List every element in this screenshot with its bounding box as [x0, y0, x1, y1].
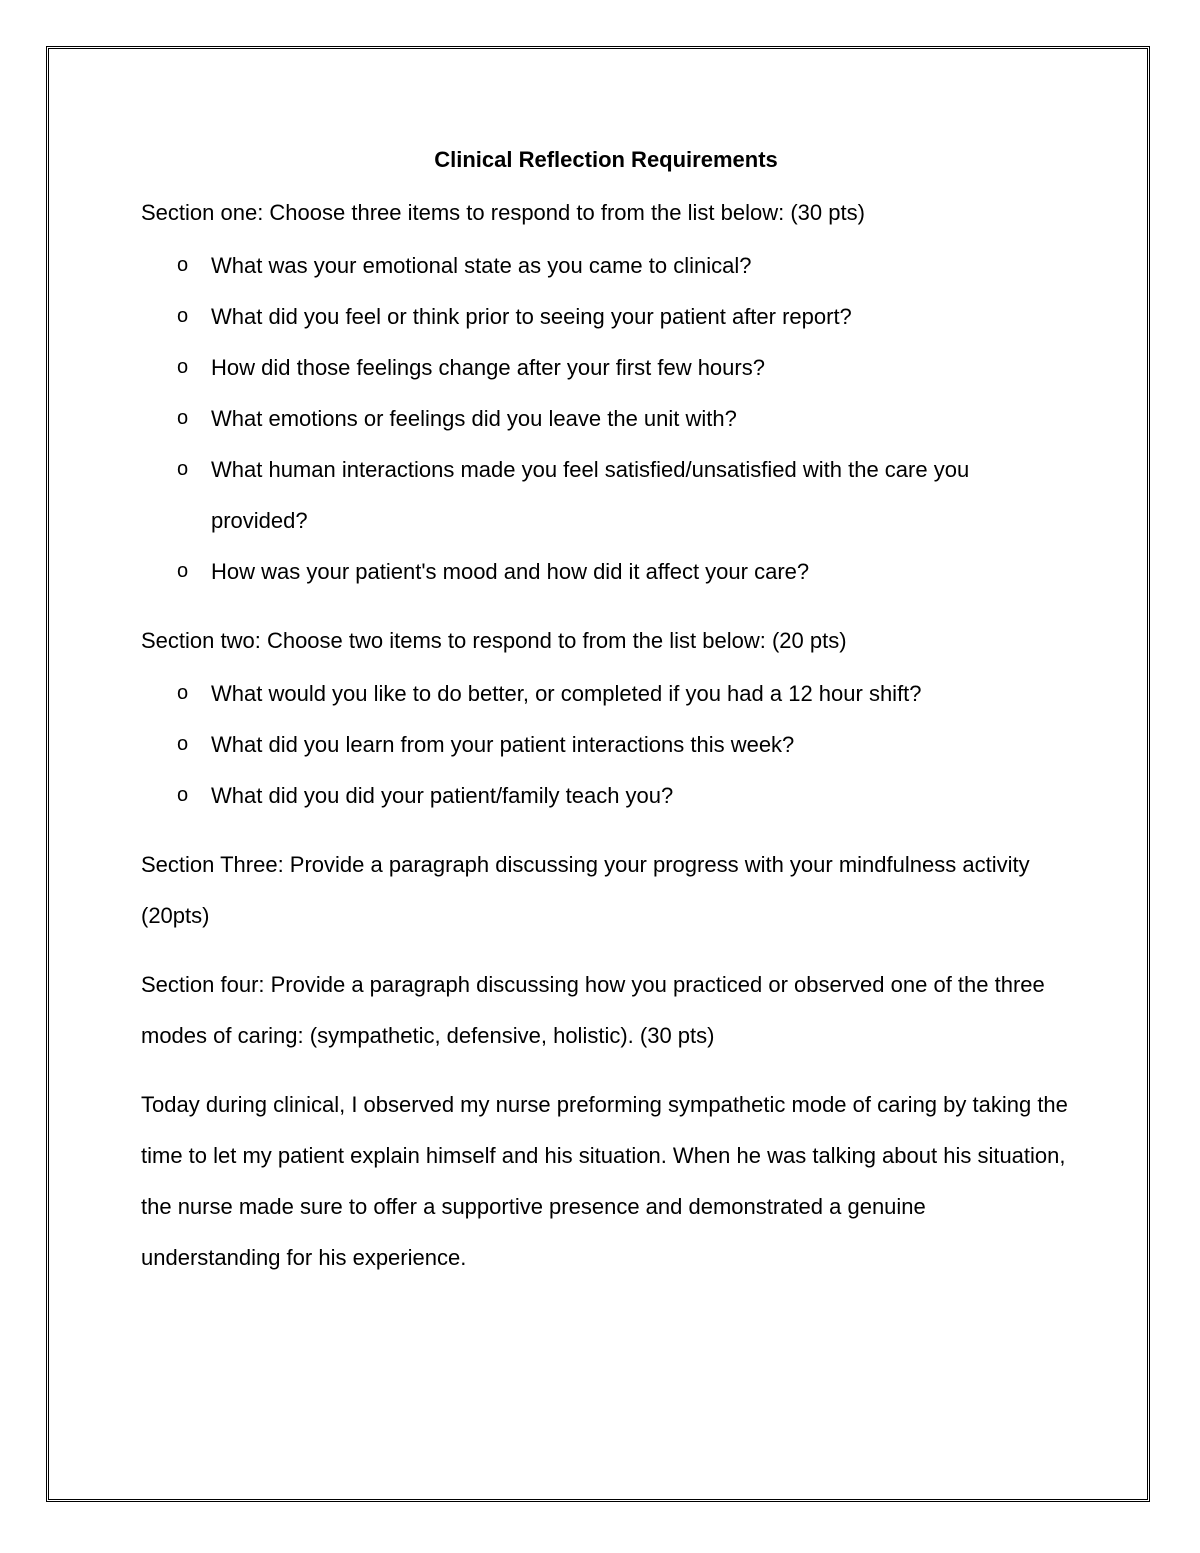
- list-item: o What emotions or feelings did you leave the unit with?: [141, 393, 1071, 444]
- bullet-icon: o: [177, 305, 189, 327]
- list-item: o What did you learn from your patient interactions this week?: [141, 719, 1071, 770]
- bullet-icon: o: [177, 733, 189, 755]
- section-four-text: Section four: Provide a paragraph discussing how you practiced or observed one of the three modes of caring: (sympathetic, defensive, holistic). (30 pts): [141, 972, 1045, 1048]
- list-item: o How did those feelings change after your first few hours?: [141, 342, 1071, 393]
- section-two-list: [141, 668, 1071, 821]
- section-three-text: Section Three: Provide a paragraph discussing your progress with your mindfulness activity (20pts): [141, 852, 1030, 928]
- bullet-icon: o: [177, 254, 189, 276]
- bullet-icon: o: [177, 356, 189, 378]
- section-one-heading: Section one: Choose three items to respond to from the list below: (30 pts): [141, 200, 865, 225]
- list-item: o What human interactions made you feel satisfied/unsatisfied with the care you provided?: [141, 444, 1071, 546]
- bullet-icon: o: [177, 458, 189, 480]
- document-body: [141, 140, 1071, 1283]
- list-item: o What was your emotional state as you came to clinical?: [141, 240, 1071, 291]
- document-title: Clinical Reflection Requirements: [434, 147, 778, 172]
- section-two-heading: Section two: Choose two items to respond to from the list below: (20 pts): [141, 628, 847, 653]
- list-item: o What did you feel or think prior to seeing your patient after report?: [141, 291, 1071, 342]
- bullet-icon: o: [177, 682, 189, 704]
- section-one-list: [141, 240, 1071, 597]
- response-paragraph: Today during clinical, I observed my nurse preforming sympathetic mode of caring by taking the time to let my patient explain himself and his situation. When he was talking about his situation, the nurse made sure to offer a supportive presence and demonstrated a genuine understanding for his experience.: [141, 1092, 1068, 1270]
- bullet-icon: o: [177, 560, 189, 582]
- list-item: o How was your patient's mood and how did it affect your care?: [141, 546, 1071, 597]
- bullet-icon: o: [177, 407, 189, 429]
- list-item: o What did you did your patient/family teach you?: [141, 770, 1071, 821]
- list-item: o What would you like to do better, or completed if you had a 12 hour shift?: [141, 668, 1071, 719]
- bullet-icon: o: [177, 784, 189, 806]
